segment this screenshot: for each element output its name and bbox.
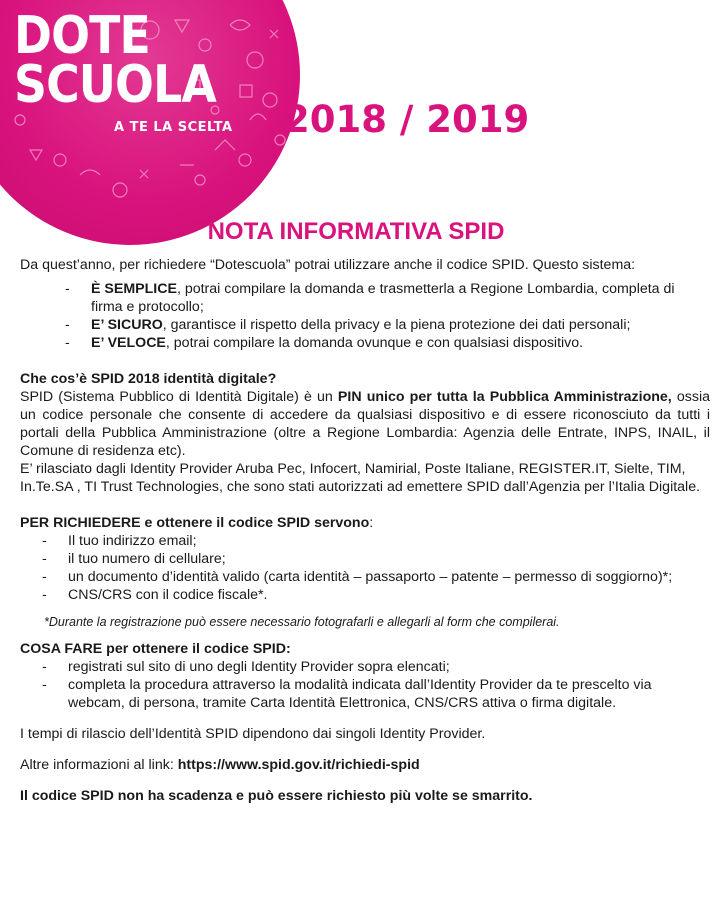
document-body (20, 256, 710, 805)
request-footnote: *Durante la registrazione può essere necessario fotografarli e allegarli al form che compilerai. (44, 615, 560, 629)
feature-bold: È SEMPLICE (91, 281, 177, 297)
more-info-text: Altre informazioni al link: (20, 757, 178, 773)
what-text: SPID (Sistema Pubblico di Identità Digitale) è un (20, 389, 338, 405)
more-info-link[interactable]: https://www.spid.gov.it/richiedi-spid (177, 757, 420, 773)
feature-text: , potrai compilare la domanda e trasmetterla a Regione Lombardia, completa di firma e protocollo; (91, 281, 675, 315)
what-paragraph-1 (20, 388, 710, 460)
logo-tagline: A TE LA SCELTA (114, 120, 233, 135)
list-item: - il tuo numero di cellulare; (20, 550, 710, 568)
feature-text: , potrai compilare la domanda ovunque e con qualsiasi dispositivo. (165, 335, 584, 351)
request-list (20, 532, 710, 604)
request-heading-colon: : (369, 515, 374, 531)
list-item: - registrati sul sito di uno degli Identity Provider sopra elencati; (20, 658, 710, 676)
todo-list (20, 658, 710, 712)
final-note: Il codice SPID non ha scadenza e può essere richiesto più volte se smarrito. (20, 788, 533, 804)
section-heading-what: Che cos’è SPID 2018 identità digitale? (20, 371, 277, 387)
what-bold: PIN unico per tutta la Pubblica Amministrazione, (337, 389, 672, 405)
intro-paragraph: Da quest’anno, per richiedere “Dotescuola” potrai utilizzare anche il codice SPID. Questo sistema: (20, 257, 636, 273)
logo-title-scuola: SCUOLA (14, 55, 216, 115)
feature-text: , garantisce il rispetto della privacy e la piena protezione dei dati personali; (162, 317, 631, 333)
section-heading-todo: COSA FARE per ottenere il codice SPID: (20, 641, 291, 657)
list-item (20, 280, 710, 316)
section-heading-request (20, 514, 710, 532)
list-item: - un documento d’identità valido (carta identità – passaporto – patente – permesso di soggiorno)*; (20, 568, 710, 586)
page-title: NOTA INFORMATIVA SPID (207, 218, 505, 245)
school-year: 2018 / 2019 (284, 98, 530, 141)
list-item: - completa la procedura attraverso la modalità indicata dall’Identity Provider da te prescelto via webcam, di persona, tramite Carta Identità Elettronica, CNS/CRS attiva o firma digitale. (20, 676, 710, 712)
request-heading-text: PER RICHIEDERE e ottenere il codice SPID servono (20, 515, 370, 531)
list-item: - CNS/CRS con il codice fiscale*. (20, 586, 710, 604)
feature-bold: E’ SICURO (91, 317, 163, 333)
list-item: - Il tuo indirizzo email; (20, 532, 710, 550)
feature-bold: E’ VELOCE (91, 335, 166, 351)
more-info-paragraph (20, 756, 710, 774)
what-text: ossia un codice personale che consente di accedere da qualsiasi dispositivo e di essere riconosciuto da tutti i portali della Pubblica Amministrazione (oltre a Regione Lombardia: Agenzia delle Entrate, INPS, INAIL, il Comune di residenza etc). (20, 389, 710, 459)
what-paragraph-2: E’ rilasciato dagli Identity Provider Aruba Pec, Infocert, Namirial, Poste Italiane, REGISTER.IT, Sielte, TIM, In.Te.SA , TI Trust Technologies, che sono stati autorizzati ad emettere SPID dall’Agenzia per l’Italia Digitale. (20, 461, 701, 495)
list-item (20, 316, 710, 334)
list-item (20, 334, 710, 352)
features-list (20, 280, 710, 352)
timing-paragraph: I tempi di rilascio dell’Identità SPID dipendono dai singoli Identity Provider. (20, 726, 486, 742)
logo-title-dote: DOTE (14, 6, 150, 66)
